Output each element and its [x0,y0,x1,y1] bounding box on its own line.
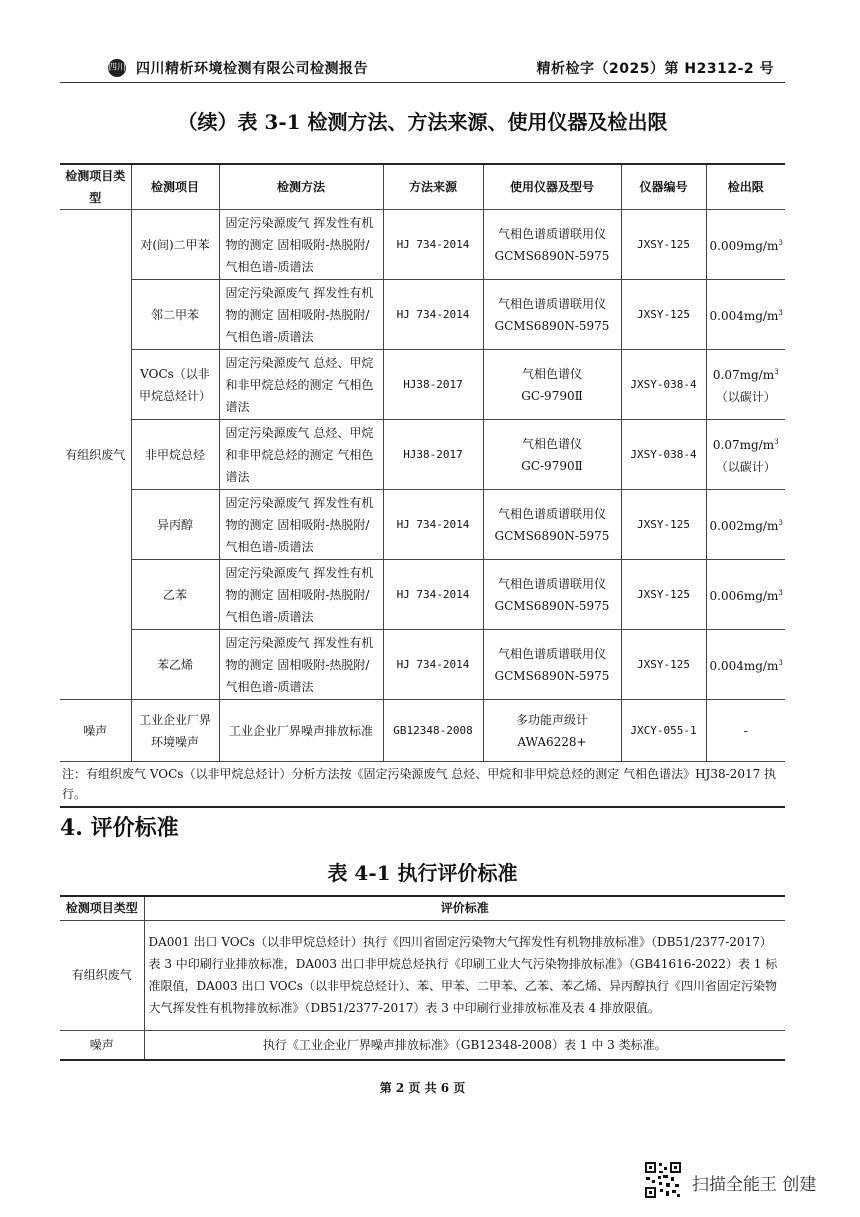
header-item: 检测项目 [131,164,219,210]
source-cell: HJ 734-2014 [383,280,483,350]
limit-value: 0.07mg/m [712,368,775,382]
table-row [60,210,785,280]
standard-cell: 执行《工业企业厂界噪声排放标准》（GB12348-2008）表 1 中 3 类标准。 [144,1030,785,1060]
header-source: 方法来源 [383,164,483,210]
instrument-name: 气相色谱质谱联用仪 [497,506,606,521]
instrument-model: GCMS6890N-5975 [494,528,610,543]
category-cell: 有组织废气 [60,210,131,700]
note-row [60,762,785,808]
item-cell: 非甲烷总烃 [131,420,219,490]
table-header-row [60,164,785,210]
instrument-model: GCMS6890N-5975 [494,598,610,613]
instrument-no-cell: JXSY-038-4 [621,420,706,490]
limit-exponent: 3 [778,659,783,667]
category-cell: 噪声 [60,700,131,762]
instrument-cell [483,700,621,762]
method-cell: 固定污染源废气 挥发性有机物的测定 固相吸附-热脱附/气相色谱-质谱法 [219,630,383,700]
instrument-name: 气相色谱仪 [521,366,582,381]
instrument-cell [483,420,621,490]
table-row [60,1030,785,1060]
method-cell: 工业企业厂界噪声排放标准 [219,700,383,762]
qr-code-icon [644,1161,682,1199]
source-cell: HJ 734-2014 [383,560,483,630]
limit-cell [706,420,785,490]
limit-cell [706,630,785,700]
limit-exponent: 3 [778,309,783,317]
instrument-no-cell: JXSY-038-4 [621,350,706,420]
limit-value: 0.07mg/m [712,438,775,452]
limit-exponent: 3 [774,368,779,376]
limit-value: 0.006mg/m [709,589,779,603]
item-cell: 工业企业厂界环境噪声 [131,700,219,762]
instrument-no-cell: JXSY-125 [621,490,706,560]
method-cell: 固定污染源废气 挥发性有机物的测定 固相吸附-热脱附/气相色谱-质谱法 [219,280,383,350]
table-note: 注：有组织废气 VOCs（以非甲烷总烃计）分析方法按《固定污染源废气 总烃、甲烷和非甲烷总烃的测定 气相色谱法》HJ38-2017 执行。 [60,762,785,808]
instrument-model: GCMS6890N-5975 [494,668,610,683]
method-cell: 固定污染源废气 挥发性有机物的测定 固相吸附-热脱附/气相色谱-质谱法 [219,210,383,280]
instrument-name: 气相色谱仪 [521,436,582,451]
header-limit: 检出限 [706,164,785,210]
instrument-no-cell: JXSY-125 [621,210,706,280]
limit-cell [706,280,785,350]
standards-table [60,895,785,1061]
limit-value: 0.004mg/m [709,659,779,673]
noise-row [60,700,785,762]
header-standard: 评价标准 [144,896,785,920]
item-cell: 对(间)二甲苯 [131,210,219,280]
instrument-cell [483,210,621,280]
limit-exponent: 3 [778,519,783,527]
table-row [60,630,785,700]
header-divider [60,82,785,83]
standard-cell: DA001 出口 VOCs（以非甲烷总烃计）执行《四川省固定污染物大气挥发性有机物排放标准》（DB51/2377-2017）表 3 中印刷行业排放标准，DA003 出口非甲烷总烃执行《印刷工业大气污染物排放标准》（GB41616-2022）表 1 标准限值，DA003 出口 VOCs（以非甲烷总烃计）、苯、甲苯、二甲苯、乙苯、苯乙烯、异丙醇执行《四川省固定污染物大气挥发性有机物排放标准》（DB51/2377-2017）表 3 中印刷行业排放标准及表 4 排放限值。 [144,920,785,1030]
limit-exponent: 3 [778,239,783,247]
method-cell: 固定污染源废气 挥发性有机物的测定 固相吸附-热脱附/气相色谱-质谱法 [219,490,383,560]
method-cell: 固定污染源废气 总烃、甲烷和非甲烷总烃的测定 气相色谱法 [219,350,383,420]
instrument-cell [483,560,621,630]
table-row [60,280,785,350]
page-number: 第 2 页 共 6 页 [379,1081,466,1095]
limit-cell [706,490,785,560]
category-cell: 有组织废气 [60,920,144,1030]
report-number: 精析检字（2025）第 H2312-2 号 [536,61,774,77]
instrument-no-cell: JXCY-055-1 [621,700,706,762]
scanner-watermark: 扫描全能王 创建 [692,1175,817,1195]
item-cell: 苯乙烯 [131,630,219,700]
source-cell: HJ 734-2014 [383,490,483,560]
limit-cell: - [706,700,785,762]
instrument-cell [483,350,621,420]
instrument-cell [483,280,621,350]
instrument-cell [483,630,621,700]
source-cell: HJ 734-2014 [383,630,483,700]
limit-value: 0.004mg/m [709,309,779,323]
instrument-no-cell: JXSY-125 [621,630,706,700]
category-cell: 噪声 [60,1030,144,1060]
instrument-name: 多功能声级计 [515,712,588,727]
company-logo: 四川 [108,59,126,77]
table-row [60,420,785,490]
instrument-model: GC-9790Ⅱ [521,388,583,403]
limit-cell [706,350,785,420]
item-cell: 异丙醇 [131,490,219,560]
source-cell: GB12348-2008 [383,700,483,762]
table-row [60,560,785,630]
limit-value: 0.002mg/m [709,519,779,533]
table-row [60,490,785,560]
limit-cell [706,560,785,630]
method-cell: 固定污染源废气 挥发性有机物的测定 固相吸附-热脱附/气相色谱-质谱法 [219,560,383,630]
section-heading: 4. 评价标准 [60,815,179,841]
item-cell: VOCs（以非甲烷总烃计） [131,350,219,420]
header-category: 检测项目类型 [60,896,144,920]
header-instrument-no: 仪器编号 [621,164,706,210]
source-cell: HJ38-2017 [383,420,483,490]
table-4-1-title: 表 4-1 执行评价标准 [327,861,518,885]
source-cell: HJ 734-2014 [383,210,483,280]
header-instrument: 使用仪器及型号 [483,164,621,210]
table-row [60,920,785,1030]
instrument-name: 气相色谱质谱联用仪 [497,296,606,311]
header-category: 检测项目类型 [60,164,131,210]
limit-note: （以碳计） [715,390,776,404]
table-3-1-title: （续）表 3-1 检测方法、方法来源、使用仪器及检出限 [177,110,668,134]
instrument-no-cell: JXSY-125 [621,280,706,350]
table-row [60,350,785,420]
limit-value: 0.009mg/m [709,239,779,253]
limit-exponent: 3 [774,438,779,446]
item-cell: 乙苯 [131,560,219,630]
instrument-name: 气相色谱质谱联用仪 [497,226,606,241]
instrument-name: 气相色谱质谱联用仪 [497,576,606,591]
method-cell: 固定污染源废气 总烃、甲烷和非甲烷总烃的测定 气相色谱法 [219,420,383,490]
instrument-model: GC-9790Ⅱ [521,458,583,473]
table-header-row [60,896,785,920]
methods-table [60,163,785,808]
instrument-model: GCMS6890N-5975 [494,248,610,263]
instrument-no-cell: JXSY-125 [621,560,706,630]
limit-exponent: 3 [778,589,783,597]
item-cell: 邻二甲苯 [131,280,219,350]
source-cell: HJ38-2017 [383,350,483,420]
instrument-model: GCMS6890N-5975 [494,318,610,333]
instrument-model: AWA6228+ [517,734,587,749]
instrument-cell [483,490,621,560]
limit-cell [706,210,785,280]
limit-note: （以碳计） [715,460,776,474]
company-name: 四川精析环境检测有限公司检测报告 [136,61,368,77]
header-method: 检测方法 [219,164,383,210]
instrument-name: 气相色谱质谱联用仪 [497,646,606,661]
